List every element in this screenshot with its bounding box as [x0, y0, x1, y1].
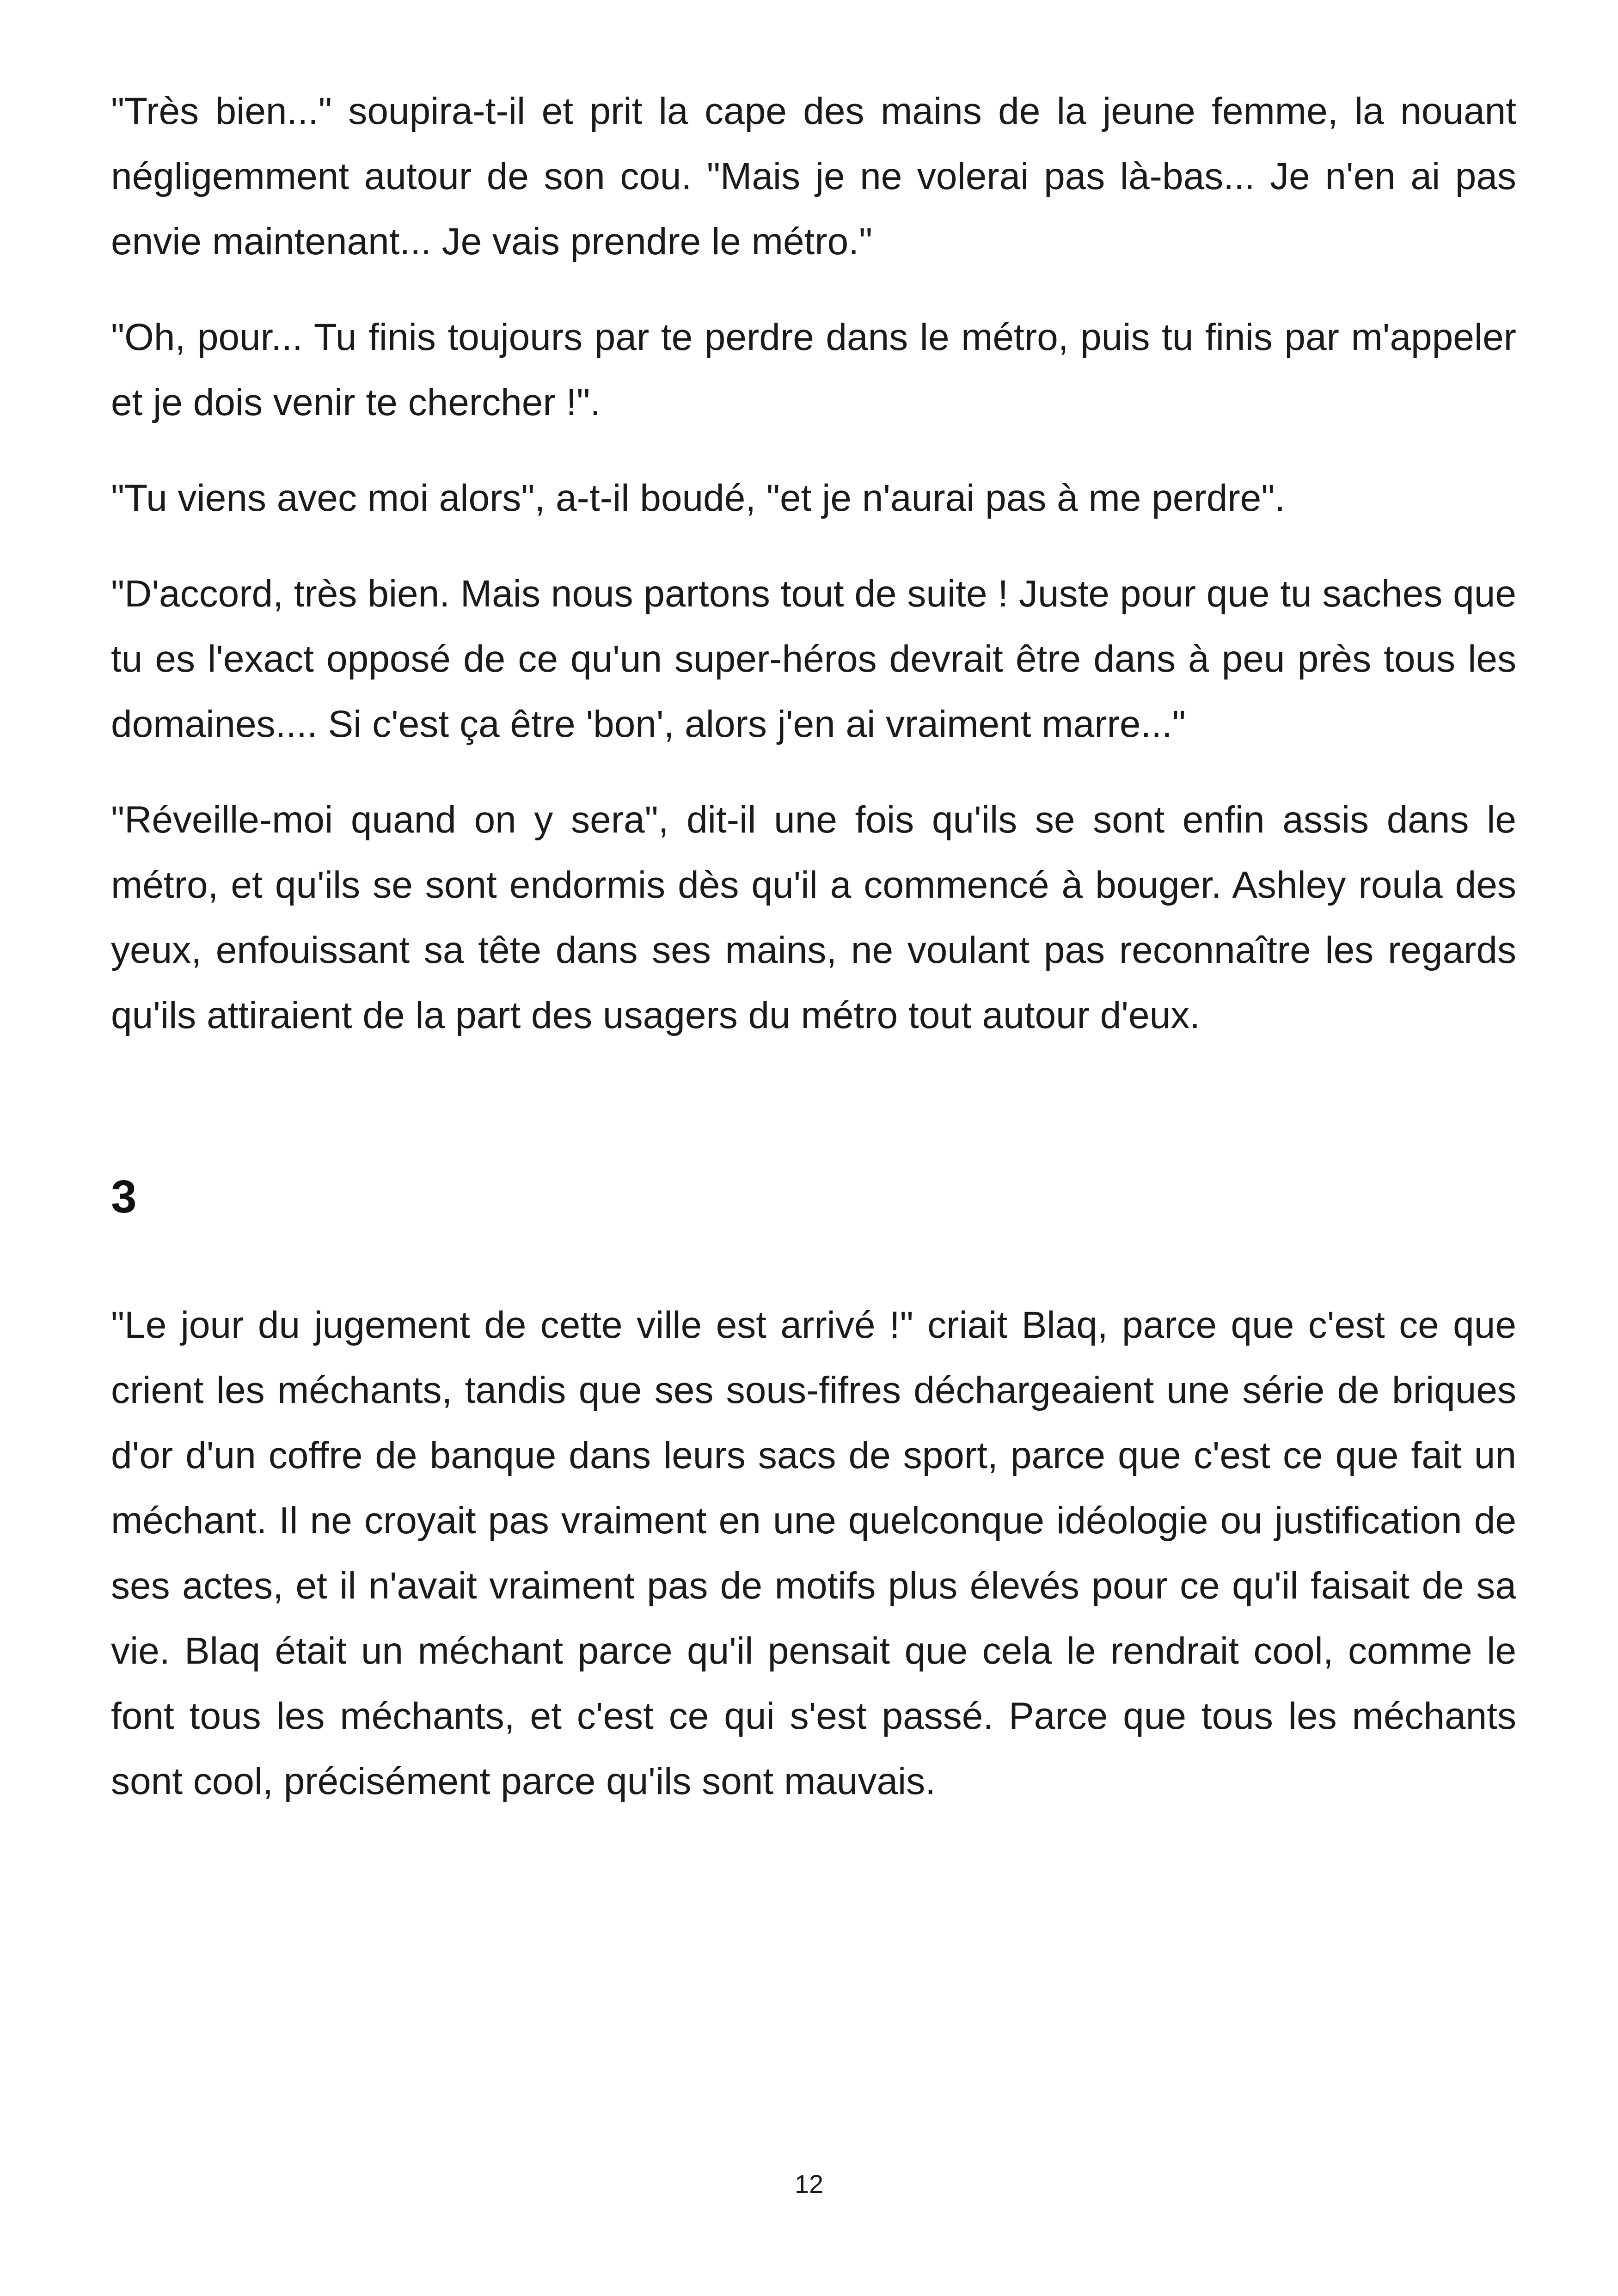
chapter-opening-paragraph: "Le jour du jugement de cette ville est arrivé !" criait Blaq, parce que c'est ce que crient les méchants, tandis que ses sous-fifres déchargeaient une série de briques d'or d'un coffre de banque dans leurs sacs de sport, parce que c'est ce que fait un méchant. Il ne croyait pas vraiment en une quelconque idéologie ou justification de ses actes, et il n'avait vraiment pas de motifs plus élevés pour ce qu'il faisait de sa vie. Blaq était un méchant parce qu'il pensait que cela le rendrait cool, comme le font tous les méchants, et c'est ce qui s'est passé. Parce que tous les méchants sont cool, précisément parce qu'ils sont mauvais. — [111, 1304, 1516, 1802]
text-column — [111, 79, 1516, 1814]
paragraph-metro-lost: "Oh, pour... Tu finis toujours par te perdre dans le métro, puis tu finis par m'appeler et je dois venir te chercher !". — [111, 316, 1516, 423]
paragraph-cape: "Très bien..." soupira-t-il et prit la cape des mains de la jeune femme, la nouant négligemment autour de son cou. "Mais je ne volerai pas là-bas... Je n'en ai pas envie maintenant... Je vais prendre le métro." — [111, 90, 1516, 263]
paragraph-come-with-me: "Tu viens avec moi alors", a-t-il boudé, "et je n'aurai pas à me perdre". — [111, 477, 1286, 519]
paragraph-superhero-opposite: "D'accord, très bien. Mais nous partons tout de suite ! Juste pour que tu saches que tu es l'exact opposé de ce qu'un super-héros devrait être dans à peu près tous les domaines.... Si c'est ça être 'bon', alors j'en ai vraiment marre..." — [111, 573, 1516, 745]
paragraph-wake-me: "Réveille-moi quand on y sera", dit-il une fois qu'ils se sont enfin assis dans le métro, et qu'ils se sont endormis dès qu'il a commencé à bouger. Ashley roula des yeux, enfouissant sa tête dans ses mains, ne voulant pas reconnaître les regards qu'ils attiraient de la part des usagers du métro tout autour d'eux. — [111, 799, 1516, 1036]
page-number: 12 — [794, 2169, 824, 2198]
chapter-heading: 3 — [111, 1171, 137, 1223]
